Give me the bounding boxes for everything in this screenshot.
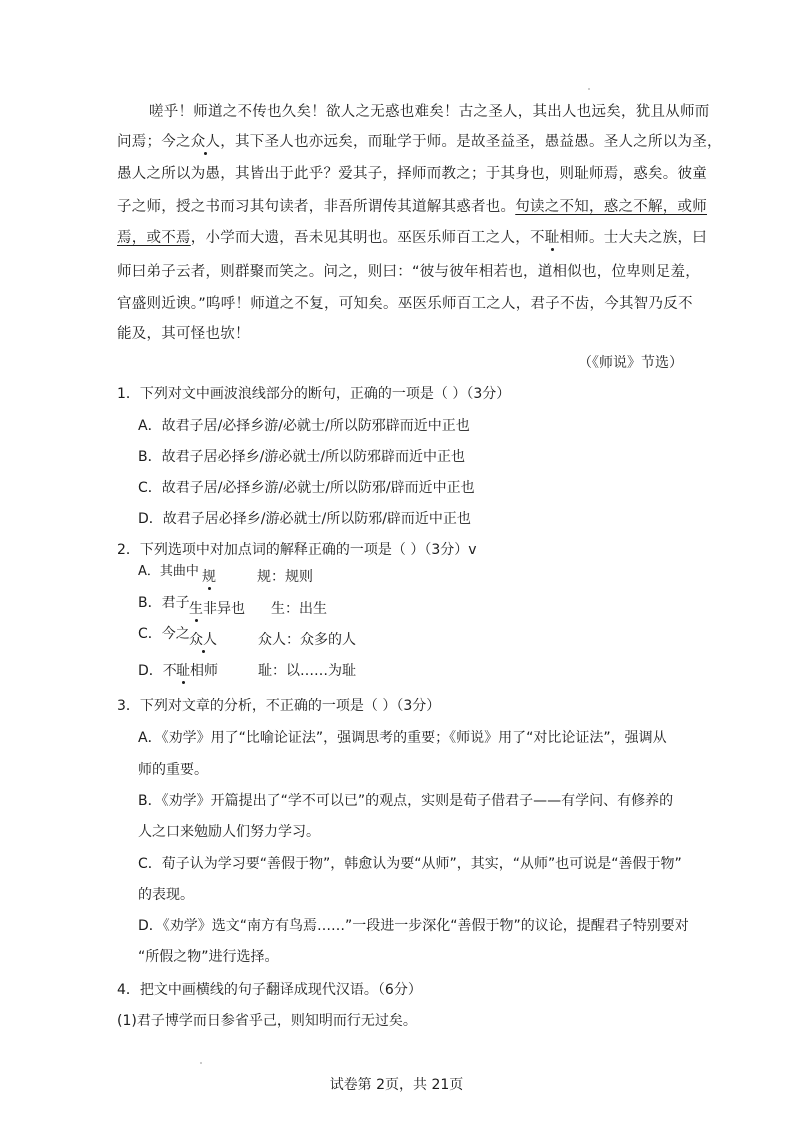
q2-option-a-gloss: 规：规则 (257, 569, 313, 585)
q1-stem: 1．下列对文中画波浪线部分的断句，正确的一项是（ ）（3分） (117, 386, 511, 402)
passage-line-7: 官盛则近谀。”呜呼！师道之不复，可知矣。巫医乐师百工之人，君子不齿，今其智乃反不 (117, 296, 693, 312)
q3-option-a-line-1: A．《劝学》用了“比喻论证法”，强调思考的重要；《师说》用了“对比论证法”，强调从 (138, 730, 667, 746)
passage-line-2: 问焉；今之众人，其下圣人也亦远矣，而耻学于师。是故圣益圣，愚益愚。圣人之所以为圣， (117, 134, 722, 150)
passage-line-6: 师曰弟子云者，则群聚而笑之。问之，则曰：“彼与彼年相若也，道相似也，位卑则足羞， (117, 264, 701, 280)
q3-stem: 3．下列对文章的分析，不正确的一项是（ ）（3分） (117, 698, 441, 714)
q2-option-c-gloss: 众人：众多的人 (258, 632, 356, 648)
underlined-sentence-cont: 焉，或不焉 (117, 230, 191, 246)
q3-option-c-line-1: C．荀子认为学习要“善假于物”，韩愈认为要“从师”，其实，“从师”也可说是“善假于物” (138, 856, 682, 872)
q2-option-c-prefix: C．今之 (138, 626, 190, 642)
q2-option-b-prefix: B．君子 (138, 595, 190, 611)
passage-line-3: 愚人之所以为愚，其皆出于此乎？爱其子，择师而教之；于其身也，则耻师焉，惑矣。彼童 (117, 166, 707, 182)
q2-option-b-word: 生非异也 (189, 601, 245, 617)
q3-option-b-line-1: B．《劝学》开篇提出了“学不可以已”的观点，实则是荀子借君子——有学问、有修养的 (138, 793, 674, 809)
passage-line-5: 焉，或不焉，小学而大遗，吾未见其明也。巫医乐师百工之人，不耻相师。士大夫之族，曰 (117, 230, 707, 246)
q3-option-d-line-1: D．《劝学》选文“南方有鸟焉……”一段进一步深化“善假于物”的议论，提醒君子特别要对 (138, 918, 689, 934)
passage-line-4: 子之师，授之书而习其句读者，非吾所谓传其道解其惑者也。句读之不知，惑之不解，或师 (117, 199, 707, 215)
q3-option-a-line-2: 师的重要。 (138, 762, 208, 778)
q2-option-a-prefix: A．其曲中 (138, 564, 199, 579)
q3-option-b-line-2: 人之口来勉励人们努力学习。 (138, 824, 320, 840)
q2-option-a-word: 规 (202, 569, 216, 585)
page-footer: 试卷第 2页，共 21页 (329, 1077, 464, 1093)
q2-option-b-gloss: 生：出生 (271, 601, 327, 617)
q1-option-a: A．故君子居/必择乡游/必就士/所以防邪辟而近中正也 (138, 418, 470, 434)
passage-line-1: 嗟乎！师道之不传也久矣！欲人之无惑也难矣！古之圣人，其出人也远矣，犹且从师而 (149, 104, 710, 120)
q2-stem: 2．下列选项中对加点词的解释正确的一项是（ ）（3分）v (117, 542, 477, 558)
q4-item-1: (1)君子博学而日参省乎己，则知明而行无过矣。 (117, 1013, 417, 1029)
scan-speck (588, 88, 590, 90)
q1-option-d: D．故君子居必择乡/游必就士/所以防邪/辟而近中正也 (138, 511, 471, 527)
q2-option-d-gloss: 耻：以……为耻 (258, 663, 356, 679)
dotted-word-chi: 耻 (544, 230, 560, 246)
q1-option-b: B．故君子居必择乡/游必就士/所以防邪辟而近中正也 (138, 449, 466, 465)
q1-option-c: C．故君子居/必择乡游/必就士/所以防邪/辟而近中正也 (138, 480, 475, 496)
q2-option-c-word: 众人 (189, 632, 217, 648)
scan-speck (200, 1062, 202, 1064)
passage-source: （《师说》节选） (578, 355, 683, 371)
q2-option-d-prefix: D．不 (138, 663, 177, 679)
q3-option-d-line-2: “所假之物”进行选择。 (138, 949, 279, 965)
q4-stem: 4．把文中画横线的句子翻译成现代汉语。（6分） (117, 982, 422, 998)
underlined-sentence: 句读之不知，惑之不解，或师 (515, 199, 707, 215)
q2-option-d-word: 耻相师 (176, 663, 218, 679)
passage-line-8: 能及，其可怪也欤！ (117, 326, 250, 342)
dotted-word-zhongren: 众人 (190, 134, 221, 150)
q3-option-c-line-2: 的表现。 (138, 887, 194, 903)
